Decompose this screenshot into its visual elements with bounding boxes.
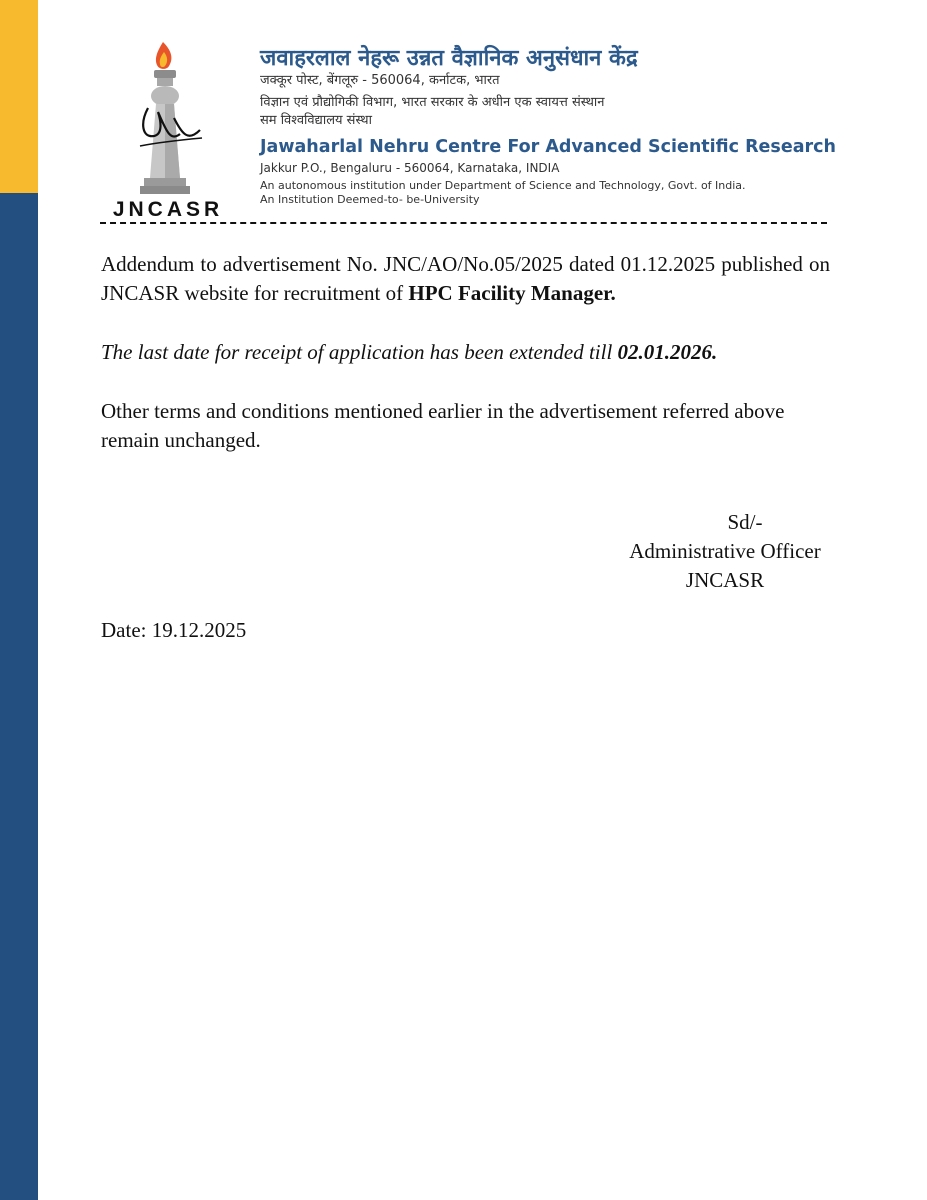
extension-text: The last date for receipt of application has been extended till <box>101 340 618 364</box>
notice-date: Date: 19.12.2025 <box>101 618 247 642</box>
extended-date: 02.01.2026. <box>617 340 718 364</box>
affiliation-hindi: विज्ञान एवं प्रौद्योगिकी विभाग, भारत सरकार के अधीन एक स्वायत्त संस्थान <box>260 95 605 110</box>
terms-paragraph: Other terms and conditions mentioned earlier in the advertisement referred above remain unchanged. <box>101 399 785 452</box>
signatory-designation: Administrative Officer <box>629 539 821 563</box>
address-hindi: जक्कूर पोस्ट, बेंगलूरु - 560064, कर्नाटक, भारत <box>260 73 500 88</box>
letterhead <box>112 38 836 228</box>
institution-name-hindi: जवाहरलाल नेहरू उन्नत वैज्ञानिक अनुसंधान केंद्र <box>260 46 638 71</box>
logo-wordmark: JNCASR <box>112 198 224 221</box>
affiliation-english: An autonomous institution under Department of Science and Technology, Govt. of India. <box>260 179 746 192</box>
letterhead-text <box>260 46 840 207</box>
side-bar-blue <box>0 193 38 1200</box>
post-name: HPC Facility Manager. <box>408 281 616 305</box>
jncasr-logo <box>112 38 240 223</box>
torch-pillar-icon <box>130 38 240 198</box>
address-english: Jakkur P.O., Bengaluru - 560064, Karnataka, INDIA <box>260 161 560 175</box>
signed-mark: Sd/- <box>727 510 763 534</box>
addendum-text: Addendum to advertisement No. JNC/AO/No.05/2025 dated 01.12.2025 published on JNCASR website for recruitment of <box>101 252 830 305</box>
signatory-org: JNCASR <box>685 568 765 592</box>
signature-block <box>600 508 850 595</box>
addendum-paragraph <box>101 250 830 308</box>
letterhead-divider <box>100 222 827 224</box>
institution-name-english: Jawaharlal Nehru Centre For Advanced Scientific Research <box>260 137 836 157</box>
side-bar-yellow <box>0 0 38 193</box>
notice-body <box>101 250 830 455</box>
deemed-university-english: An Institution Deemed-to- be-University <box>260 193 480 206</box>
deemed-university-hindi: सम विश्वविद्यालय संस्था <box>260 113 372 128</box>
extension-paragraph <box>101 338 830 367</box>
